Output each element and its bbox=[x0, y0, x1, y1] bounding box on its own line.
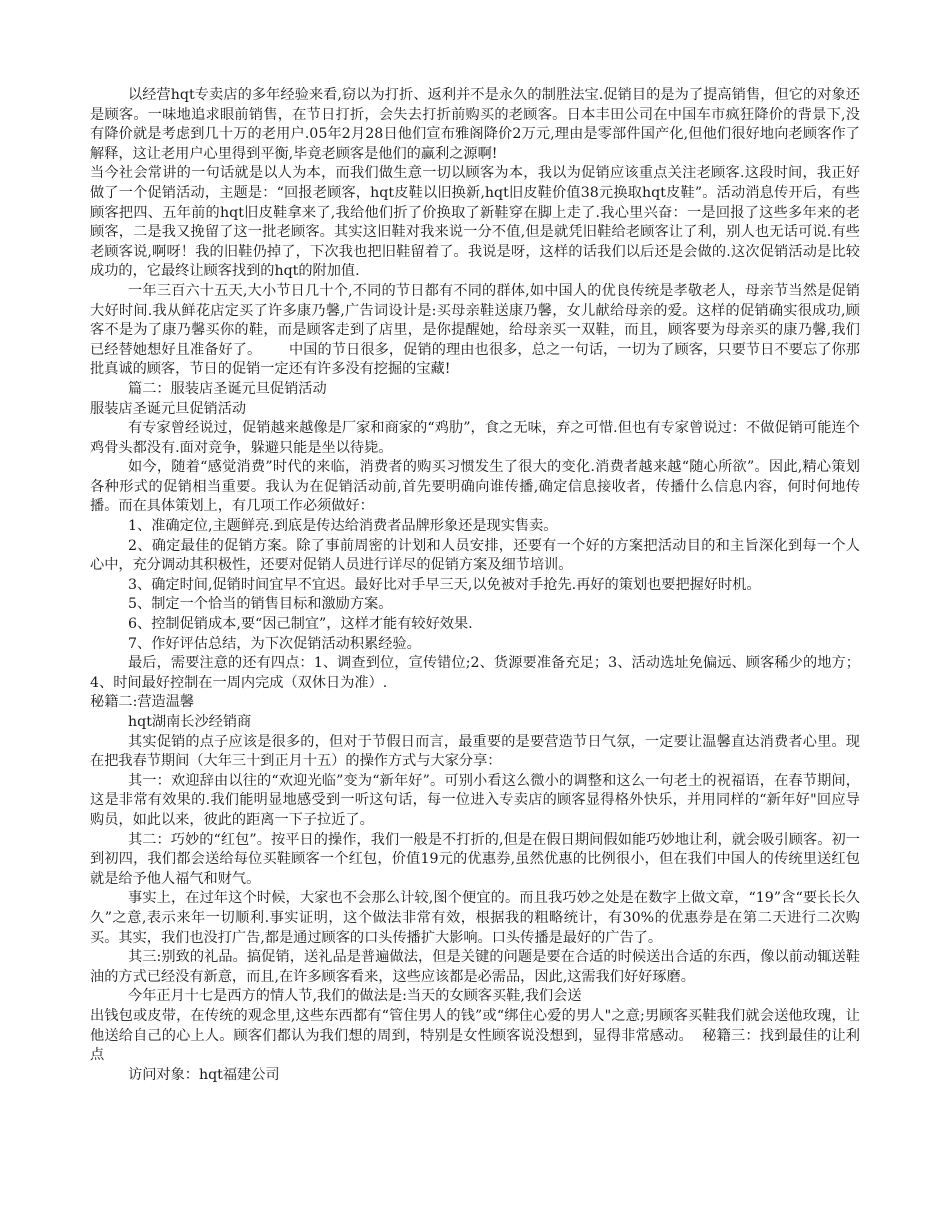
paragraph: 服装店圣诞元旦促销活动 bbox=[90, 400, 247, 417]
paragraph: 6、控制促销成本,要“因己制宜”，这样才能有较好效果. bbox=[128, 616, 473, 633]
paragraph: 其一：欢迎辞由以往的“欢迎光临”变为“新年好”。可别小看这么微小的调整和这么一句老土的祝福语，在春节期间，这是非常有效果的.我们能明显地感受到一听这句话，每一位进入专卖店的顾客显得格外快乐，并用同样的“新年好"回应导购员，如此以来，彼此的距离一下子拉近了。 bbox=[90, 772, 860, 828]
paragraph: hqt湖南长沙经销商 bbox=[128, 714, 252, 730]
paragraph: 其三:别致的礼品。搞促销，送礼品是普遍做法，但是关键的问题是要在合适的时候送出合适的东西，像以前动辄送鞋油的方式已经没有新意，而且,在许多顾客看来，这些应该都是必需品，因此,这需我们好好琢磨。 bbox=[90, 949, 860, 985]
paragraph: 5、制定一个恰当的销售目标和激励方案。 bbox=[128, 596, 393, 613]
paragraph: 有专家曾经说过，促销越来越像是厂家和商家的“鸡肋”，食之无味，弃之可惜.但也有专家曾说过：不做促销可能连个鸡骨头都没有.面对竞争，躲避只能是坐以待毙。 bbox=[90, 420, 860, 456]
paragraph: 7、作好评估总结，为下次促销活动积累经验。 bbox=[128, 635, 421, 652]
paragraph: 当今社会常讲的一句话就是以人为本，而我们做生意一切以顾客为本，我以为促销应该重点关注老顾客.这段时间，我正好做了一个促销活动，主题是：“回报老顾客，hqt皮鞋以旧换新,hqt旧皮鞋价值38元换取hqt皮鞋”。活动消息传开后，有些顾客把四、五年前的hqt旧皮鞋拿来了,我给他们折了价换取了新鞋穿在脚上走了.我心里兴奋：一是回报了这些多年来的老顾客，二是我又挽留了这一批老顾客。其实这旧鞋对我来说一分不值,但是就凭旧鞋给老顾客让了利，别人也无话可说.有些老顾客说,啊呀！我的旧鞋仍掉了，下次我也把旧鞋留着了。我说是呀，这样的话我们以后还是会做的.这次促销活动是比较成功的，它最终让顾客找到的hqt的附加值. bbox=[90, 165, 860, 280]
paragraph: 其实促销的点子应该是很多的，但对于节假日而言，最重要的是要营造节日气氛，一定要让温馨直达消费者心里。现在把我春节期间（大年三十到正月十五）的操作方式与大家分享： bbox=[90, 733, 860, 770]
paragraph: 访问对象：hqt福建公司 bbox=[128, 1066, 280, 1083]
paragraph: 最后，需要注意的还有四点：1、调查到位，宣传错位;2、货源要准备充足；3、活动选址免偏远、顾客稀少的地方；4、时间最好控制在一周内完成（双休日为准）. bbox=[90, 655, 860, 691]
paragraph: 2、确定最佳的促销方案。除了事前周密的计划和人员安排，还要有一个好的方案把活动目的和主旨深化到每一个人心中，充分调动其积极性，还要对促销人员进行详尽的促销方案及细节培训。 bbox=[90, 537, 860, 574]
paragraph: 如今，随着“感觉消费”时代的来临，消费者的购买习惯发生了很大的变化.消费者越来越“随心所欲”。因此,精心策划各种形式的促销相当重要。我认为在促销活动前,首先要明确向谁传播,确定信息接收者，传播什么信息内容，何时何地传播。而在具体策划上，有几项工作必须做好： bbox=[90, 459, 860, 515]
paragraph: 秘籍二:营造温馨 bbox=[90, 694, 195, 711]
paragraph: 事实上，在过年这个时候，大家也不会那么计较,图个便宜的。而且我巧妙之处是在数字上做文章，“19”含“要长长久久”之意,表示来年一切顺利.事实证明，这个做法非常有效，根据我的粗略统计，有30%的优惠券是在第二天进行二次购买。其实，我们也没打广告,都是通过顾客的口头传播扩大影响。口头传播是最好的广告了。 bbox=[90, 890, 860, 946]
paragraph: 篇二：服装店圣诞元旦促销活动 bbox=[128, 380, 327, 397]
paragraph: 出钱包或皮带，在传统的观念里,这些东西都有“管住男人的钱”或“绑住心爱的男人"之意;男顾客买鞋我们就会送他玫瑰，让他送给自己的心上人。顾客们都认为我们想的周到，特别是女性顾客说没想到，显得非常感动。 秘籍三：找到最佳的让利点 bbox=[90, 1007, 860, 1064]
paragraph: 3、确定时间,促销时间宜早不宜迟。最好比对手早三天,以免被对手抢先.再好的策划也要把握好时机。 bbox=[128, 576, 761, 593]
paragraph: 以经营hqt专卖店的多年经验来看,窃以为打折、返利并不是永久的制胜法宝.促销目的是为了提高销售，但它的对象还是顾客。一味地追求眼前销售，在节日打折，会失去打折前购买的老顾客。日本丰田公司在中国车市疯狂降价的背景下,没有降价就是考虑到几十万的老用户.05年2月28日他们宣布雅阁降价2万元,理由是零部件国产化,但他们很好地向老顾客作了解释，这让老用户心里得到平衡,毕竟老顾客是他们的赢利之源啊! bbox=[90, 87, 860, 162]
paragraph: 今年正月十七是西方的情人节,我们的做法是:当天的女顾客买鞋,我们会送 bbox=[128, 988, 582, 1005]
paragraph: 其二：巧妙的“红包”。按平日的操作，我们一般是不打折的,但是在假日期间假如能巧妙地让利，就会吸引顾客。初一到初四，我们都会送给每位买鞋顾客一个红包，价值19元的优惠券,虽然优惠的比例很小，但在我们中国人的传统里送红包就是给予他人福气和财气。 bbox=[90, 831, 860, 887]
paragraph: 1、准确定位,主题鲜亮.到底是传达给消费者品牌形象还是现实售卖。 bbox=[128, 518, 558, 535]
paragraph: 一年三百六十五天,大小节日几十个,不同的节日都有不同的群体,如中国人的优良传统是孝敬老人，母亲节当然是促销大好时间.我从鲜花店定买了许多康乃馨,广告词设计是:买母亲鞋送康乃馨，女儿献给母亲的爱。这样的促销确实很成功,顾客不是为了康乃馨买你的鞋，而是顾客走到了店里，是你提醒她，给母亲买一双鞋，而且，顾客要为母亲买的康乃馨,我们已经替她想好且准备好了。 中国的节日很多，促销的理由也很多，总之一句话，一切为了顾客，只要节日不要忘了你那批真诚的顾客，节日的促销一定还有许多没有挖掘的宝藏! bbox=[90, 282, 860, 378]
